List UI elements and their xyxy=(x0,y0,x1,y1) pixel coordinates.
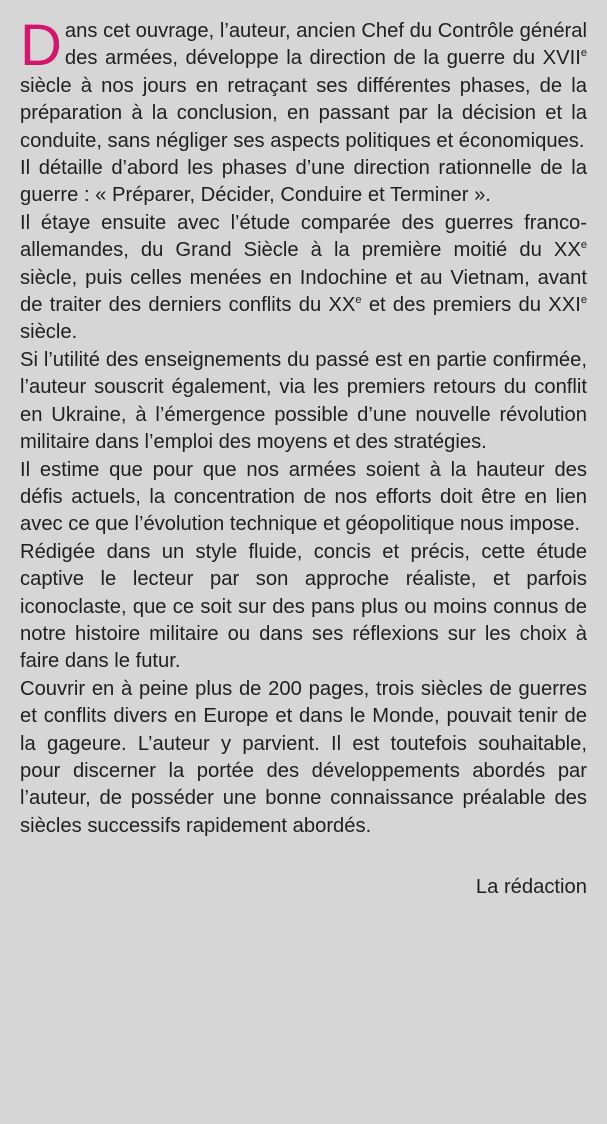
paragraph-3-text-d: siècle. xyxy=(20,321,78,344)
paragraph-3-text-b: siècle, puis celles menées en Indochine et au Vietnam, avant de traiter des derniers conflits du XX xyxy=(20,266,587,317)
drop-cap: D xyxy=(20,13,62,78)
paragraph-7: Couvrir en à peine plus de 200 pages, trois siècles de guerres et conflits divers en Europe et dans le Monde, pouvait tenir de la gageure. L’auteur y parvient. Il est toutefois souhaitable, pour discerner la portée des développements abordés par l’auteur, de posséder une bonne connaissance préalable des siècles successifs rapidement abordés. xyxy=(20,677,587,837)
paragraph-6: Rédigée dans un style fluide, concis et précis, cette étude captive le lecteur par son approche réaliste, et parfois iconoclaste, que ce soit sur des pans plus ou moins connus de notre histoire militaire ou dans ses réflexions sur les choix à faire dans le futur. xyxy=(20,540,587,673)
paragraph-1 xyxy=(20,13,587,155)
paragraph-4: Si l’utilité des enseignements du passé est en partie confirmée, l’auteur souscrit également, via les premiers retours du conflit en Ukraine, à l’émergence possible d’une nouvelle révolution militaire dans l’emploi des moyens et des stratégies. xyxy=(20,348,587,454)
paragraph-3-text-c: et des premiers du XXI xyxy=(361,294,581,317)
paragraph-3-text-a: Il étaye ensuite avec l’étude comparée des guerres franco-allemandes, du Grand Siècle à la première moitié du XX xyxy=(20,211,587,262)
paragraph-2: Il détaille d’abord les phases d’une direction rationnelle de la guerre : « Préparer, Décider, Conduire et Terminer ». xyxy=(20,157,587,207)
paragraph-5: Il estime que pour que nos armées soient à la hauteur des défis actuels, la concentration de nos efforts doit être en lien avec ce que l’évolution technique et géopolitique nous impose. xyxy=(20,458,587,536)
superscript-e: e xyxy=(580,239,587,252)
paragraph-1-text-end: siècle à nos jours en retraçant ses différentes phases, de la préparation à la conclusion, en passant par la décision et la conduite, sans négliger ses aspects politiques et économiques. xyxy=(20,74,587,152)
superscript-e: e xyxy=(580,294,587,307)
superscript-e: e xyxy=(355,294,362,307)
superscript-e: e xyxy=(580,47,587,60)
signature: La rédaction xyxy=(475,876,587,899)
paragraph-3 xyxy=(20,210,587,347)
paragraph-1-text: ans cet ouvrage, l’auteur, ancien Chef du Contrôle général des armées, développe la direction de la guerre du XVII xyxy=(64,20,587,70)
